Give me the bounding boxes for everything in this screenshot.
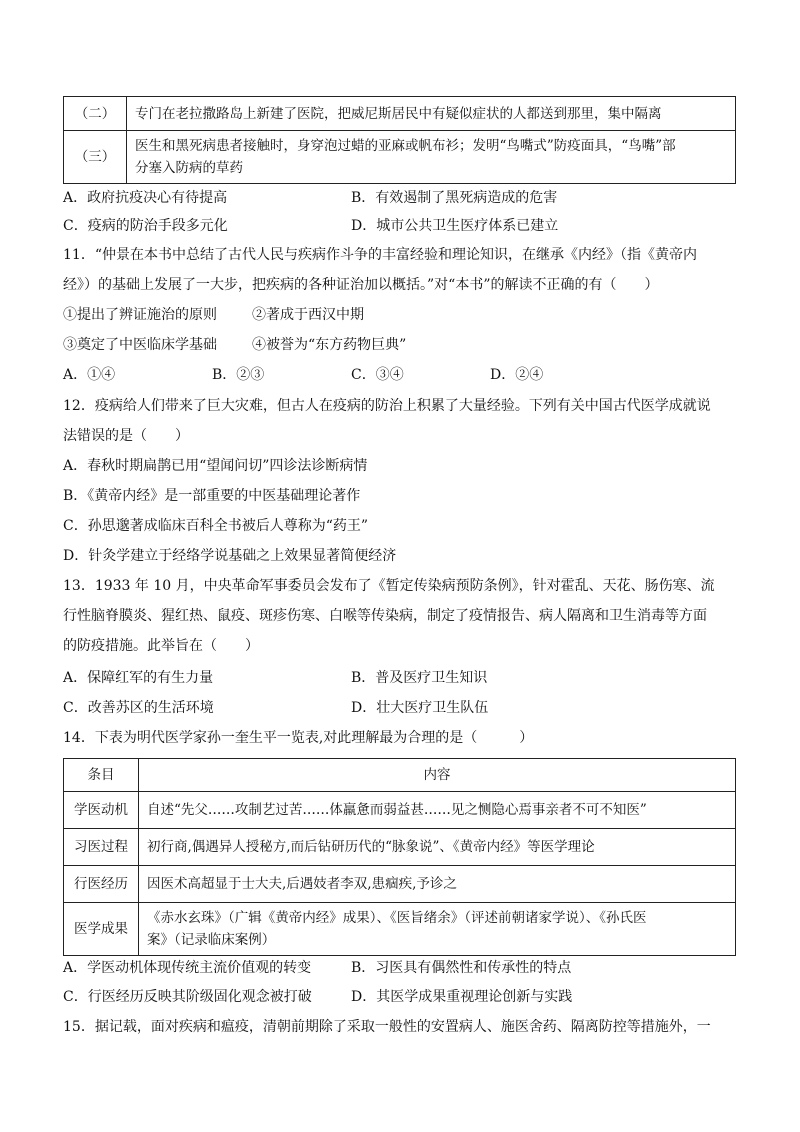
q12-option-d[interactable]: D．针灸学建立于经络学说基础之上效果显著简便经济 [63,548,397,564]
q11-stem-line: 11．“仲景在本书中总结了古代人民与疾病作斗争的丰富经验和理论知识，在继承《内经》（指《黄帝内 [63,247,697,263]
table-row [64,97,736,131]
table-header-row [64,759,736,792]
q13-option-a[interactable]: A．保障红军的有生力量 [63,670,214,686]
q14-option-d[interactable]: D．其医学成果重视理论创新与实践 [351,989,573,1005]
q11-stem-line: 经》）的基础上发展了一大步，把疾病的各种证治加以概括。”对“本书”的解读不正确的有（ ） [63,277,659,293]
q12-stem-line: 12．疫病给人们带来了巨大灾难，但古人在疫病的防治上积累了大量经验。下列有关中国古代医学成就说 [63,398,711,414]
q15-stem-line: 15．据记载，面对疾病和瘟疫，清朝前期除了采取一般性的安置病人、施医舍药、隔离防控等措施外，一 [63,1019,711,1035]
q14-stem-line: 14．下表为明代医学家孙一奎生平一览表,对此理解最为合理的是（ ） [63,730,534,746]
q13-stem-line: 的防疫措施。此举旨在（ ） [63,638,259,654]
q11-item-2: ②著成于西汉中期 [252,307,364,323]
q11-option-b[interactable]: B．②③ [212,367,265,383]
row-text [139,903,736,956]
q11-item-4: ④被誉为“东方药物巨典” [252,337,407,353]
q10-option-c[interactable]: C．疫病的防治手段多元化 [63,218,228,234]
row-text: 初行商,偶遇异人授秘方,而后钻研历代的“脉象说”、《黄帝内经》等医学理论 [139,829,736,866]
q11-option-d[interactable]: D．②④ [490,367,544,383]
q12-option-c[interactable]: C．孙思邈著成临床百科全书被后人尊称为“药王” [63,518,369,534]
column-header: 条目 [64,759,139,792]
q12-option-b[interactable]: B．《黄帝内经》是一部重要的中医基础理论著作 [63,488,361,504]
row-text [127,131,736,184]
table-row [64,792,736,829]
q13-stem-line: 13．1933 年 10 月，中央革命军事委员会发布了《暂定传染病预防条例》，针对霍乱、天花、肠伤寒、流 [63,578,715,594]
q11-option-c[interactable]: C．③④ [351,367,404,383]
table-row [64,131,736,184]
q12-stem-line: 法错误的是（ ） [63,428,189,444]
row-label: （二） [64,97,127,131]
row-label: （三） [64,131,127,184]
q13-option-d[interactable]: D．壮大医疗卫生队伍 [351,700,489,716]
q11-item-3: ③奠定了中医临床学基础 [63,337,217,353]
row-label: 医学成果 [64,903,139,956]
row-text-line: 《赤水玄珠》（广辑《黄帝内经》成果）、《医旨绪余》（评述前朝诸家学说）、《孙氏医 [147,910,647,926]
column-header: 内容 [139,759,736,792]
row-text: 因医术高超显于士大夫,后遇妓者李双,患痼疾,予诊之 [139,866,736,903]
row-label: 行医经历 [64,866,139,903]
q12-option-a[interactable]: A．春秋时期扁鹊已用“望闻问切”四诊法诊断病情 [63,458,368,474]
row-label: 习医过程 [64,829,139,866]
q14-option-a[interactable]: A．学医动机体现传统主流价值观的转变 [63,960,312,976]
row-text-line: 分塞入防病的草药 [135,160,243,176]
q14-option-c[interactable]: C．行医经历反映其阶级固化观念被打破 [63,989,312,1005]
row-text-line: 案》（记录临床案例） [147,932,276,948]
q14-option-b[interactable]: B．习医具有偶然性和传承性的特点 [351,960,572,976]
q11-option-a[interactable]: A．①④ [63,367,116,383]
q10-option-d[interactable]: D．城市公共卫生医疗体系已建立 [351,218,559,234]
plague-measures-table [63,96,736,184]
row-text-line: 医生和黑死病患者接触时，身穿泡过蜡的亚麻或帆布衫；发明“鸟嘴式”防疫面具，“鸟嘴”部 [135,138,676,154]
q10-option-a[interactable]: A．政府抗疫决心有待提高 [63,190,228,206]
row-label: 学医动机 [64,792,139,829]
q13-option-b[interactable]: B．普及医疗卫生知识 [351,670,488,686]
row-text: 自述“先父……攻制艺过苦……体羸惫而弱益甚……见之恻隐心焉事亲者不可不知医” [139,792,736,829]
q11-item-1: ①提出了辨证施治的原则 [63,307,217,323]
q13-stem-line: 行性脑脊膜炎、猩红热、鼠疫、斑疹伤寒、白喉等传染病，制定了疫情报告、病人隔离和卫生消毒等方面 [63,608,707,624]
row-text: 专门在老拉撒路岛上新建了医院，把威尼斯居民中有疑似症状的人都送到那里，集中隔离 [127,97,736,131]
table-row [64,829,736,866]
sun-yikui-biography-table [63,758,736,956]
q10-option-b[interactable]: B．有效遏制了黑死病造成的危害 [351,190,558,206]
table-row [64,903,736,956]
table-row [64,866,736,903]
q13-option-c[interactable]: C．改善苏区的生活环境 [63,700,214,716]
